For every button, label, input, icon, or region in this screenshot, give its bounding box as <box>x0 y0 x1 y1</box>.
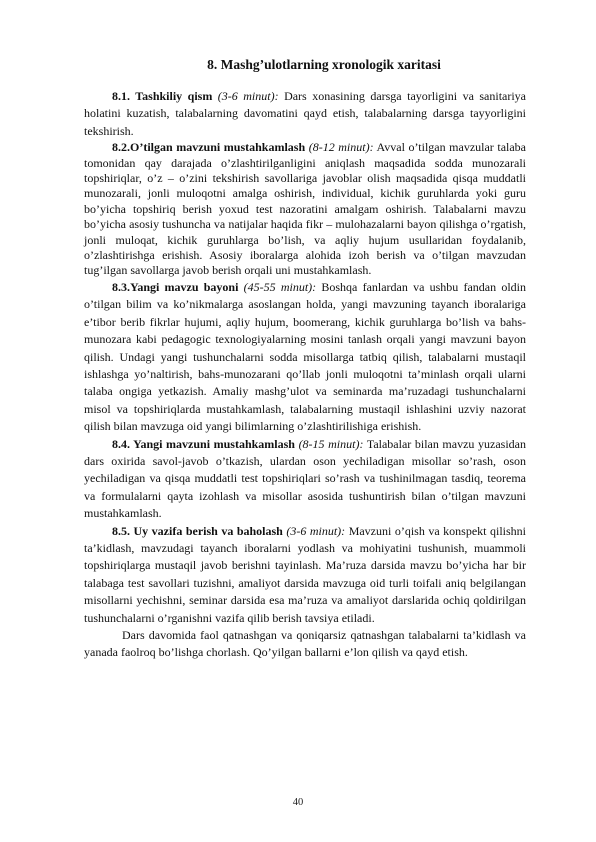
text-8-1: Dars xonasining darsga tayorligini va sanitariya holatini kuzatish, talabalarning davomatini qayd etish, talabalarning darsga tayyorligini tekshirish. <box>84 89 527 138</box>
paragraph-8-4 <box>84 436 526 523</box>
text-8-5: Mavzuni o’qish va konspekt qilishni ta’kidlash, mavzudagi tayanch iboralarni yodlash va mohiyatini tushunish, muammoli topshiriqlarga mustaqil javob berishni tayinlash. Ma’ruza darsida mavzu bo’yicha har bir talabaga test savollari tuzishni, amaliyot darsida mavzuga oid turli toifali aniq belgilangan misollarni yechishni, seminar darsida esa ma’ruza va amaliyot darslarida ochiq qoldirilgan tushunchalarni o’rganishni vazifa qilib berish tavsiya etiladi. <box>84 523 527 625</box>
heading-8-1: 8.1. Tashkiliy qism <box>112 89 213 103</box>
text-8-4: Talabalar bilan mavzu yuzasidan dars oxirida savol-javob o’tkazish, ulardan oson yechiladigan misollar so’rash, oson yechiladigan va qisqa muddatli test topshiriqlari so’rash va tushinilmagan tasdiq, teorema va formulalarni qayta izohlash va misollar asosida tushuntirish bilan o’tilgan mavzuni mustahkamlash. <box>84 436 526 521</box>
heading-8-3: 8.3.Yangi mavzu bayoni <box>112 279 239 294</box>
paragraph-8-3 <box>84 279 526 436</box>
time-8-3: (45-55 minut): <box>243 279 317 294</box>
time-8-2: (8-12 minut): <box>308 140 374 155</box>
time-8-4: (8-15 minut): <box>298 436 364 451</box>
heading-8-4: 8.4. Yangi mavzuni mustahkamlash <box>112 436 295 451</box>
paragraph-8-2 <box>84 140 526 279</box>
paragraph-8-5 <box>84 523 526 627</box>
heading-8-2: 8.2.O’tilgan mavzuni mustahkamlash <box>112 140 306 155</box>
text-8-3: Boshqa fanlardan va ushbu fandan oldin o’tilgan bilim va ko’nikmalarga asoslangan holda, yangi mavzuning tayanch iboralariga e’tibor berib fikrlar hujumi, aqliy hujum, boomerang, kichik guruhlarga bo’lish va bahs-munozara kabi pedagogic texnologiyalarning mosini tanlash orqali yangi mavzuni bayon qilish. Undagi yangi tushunchalarni sodda misollarga tatbiq qilish, talabalarni mustaqil ishlashga yo’naltirish, bahs-munozarani qo’llab jonli muloqotni ta’minlash orqali ularni talaba ongiga yetkazish. Amaliy mashg’ulot va seminarda ma’ruzadagi tushunchalarni misol va topshiriqlarda mustahkamlash, talabalarning mustaqil ishlashini uzviy nazorat qilish bilan mavzuga oid yangi bilimlarning o’zlashtirilishiga erishish. <box>84 279 527 434</box>
document-page <box>84 56 526 662</box>
paragraph-8-1 <box>84 88 526 140</box>
time-8-5: (3-6 minut): <box>286 523 346 538</box>
heading-8-5: 8.5. Uy vazifa berish va baholash <box>112 523 283 538</box>
page-number: 40 <box>292 797 304 808</box>
text-8-2: Avval o’tilgan mavzular talaba tomonidan qay darajada o’zlashtirilganligini aniqlash maqsadida sodda munozarali topshiriqlar, o’z – o’zini tekshirish savollariga javoblar olish maqsadida qisqa muddatli munozarali, jonli muloqotni amalga oshirish, individual, kichik guruhlarda yoki guru bo’yicha topshiriq berish yoxud test nazoratini amalgam oshirish. Talabalarni mavzu bo’yicha asosiy tushuncha va natijalar haqida fikr – mulohazalarni bayon qilishga o’rgatish, jonli muloqat, kichik guruhlarga bo’lish, va aqliy hujum usullaridan foydalanib, o’zlashtirishga erishish. Asosiy iboralarga alohida izoh berish va o’tilgan mavzudan tug’ilgan savollarga javob berish orqali uni mustahkamlash. <box>84 140 527 278</box>
closing-paragraph: Dars davomida faol qatnashgan va qoniqarsiz qatnashgan talabalarni ta’kidlash va yanada faolroq bo’lishga chorlash. Qo’yilgan ballarni e’lon qilish va qayd etish. <box>84 628 526 660</box>
section-title: 8. Mashg’ulotlarning xronologik xaritasi <box>207 57 441 72</box>
time-8-1: (3-6 minut): <box>217 89 279 103</box>
